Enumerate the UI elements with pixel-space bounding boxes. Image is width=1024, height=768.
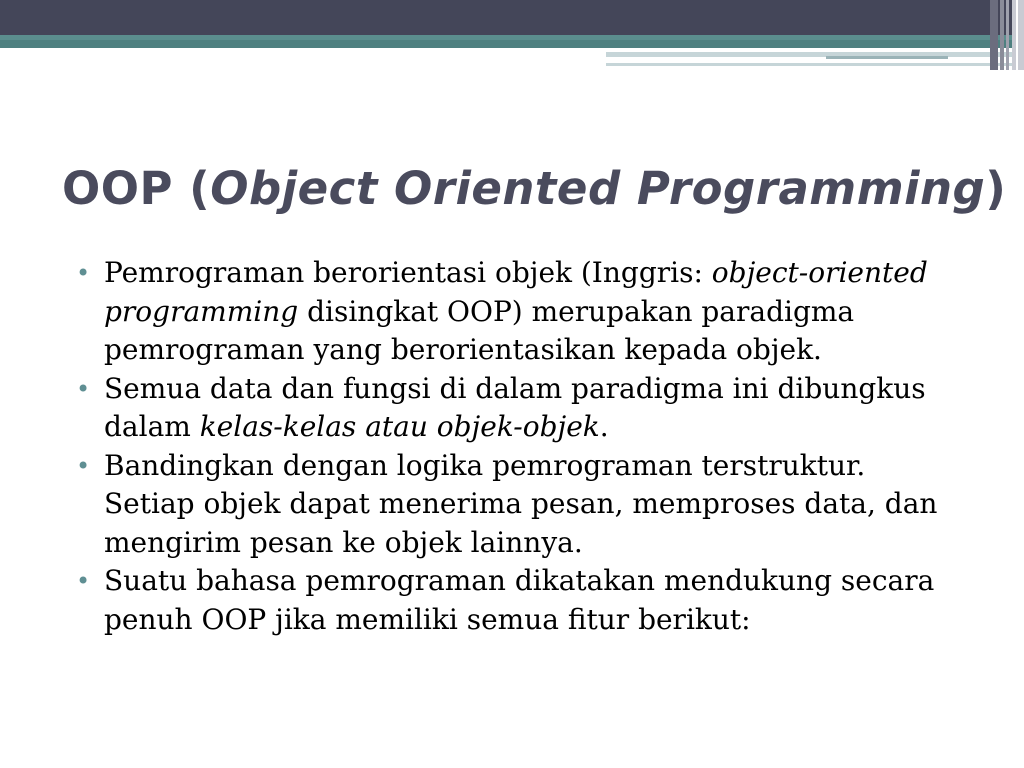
slide-title (62, 156, 1006, 222)
title-suffix: ) (985, 162, 1007, 215)
bullet-text: Bandingkan dengan logika pemrograman terstruktur. Setiap objek dapat menerima pesan, memproses data, dan mengirim pesan ke objek lainnya. (104, 448, 938, 559)
header-stripe (1006, 0, 1009, 70)
bullet-item (74, 254, 954, 370)
bullet-text: . (599, 410, 609, 443)
header-band-dark (0, 0, 1024, 35)
bullet-text: Pemrograman berorientasi objek (Inggris: (104, 256, 712, 289)
bullet-text: Semua data dan fungsi di dalam paradigma ini dibungkus dalam (104, 371, 926, 443)
header-stripe (1000, 0, 1004, 70)
bullet-item (74, 447, 954, 563)
header-band-teal-inner (0, 40, 1024, 48)
bullet-text-italic: kelas-kelas atau objek-objek (199, 410, 600, 443)
header-accent-line (606, 52, 1024, 57)
header-accent-line (606, 63, 1024, 66)
title-italic: Object Oriented Programming (210, 162, 986, 215)
title-prefix: OOP ( (62, 162, 211, 215)
header-accent-line (826, 56, 948, 59)
bullet-item (74, 370, 954, 447)
bullet-list (74, 254, 954, 639)
bullet-marker: • (76, 259, 91, 287)
bullet-marker: • (76, 451, 91, 480)
bullet-item (74, 562, 954, 639)
header-stripe (1016, 0, 1018, 70)
header-stripe (1012, 0, 1024, 70)
header-stripe (990, 0, 998, 70)
bullet-marker: • (76, 567, 91, 595)
bullet-marker: • (76, 374, 91, 403)
bullet-text-italic: object-oriented programming (104, 256, 928, 328)
bullet-text: Suatu bahasa pemrograman dikatakan mendukung secara penuh OOP jika memiliki semua fitur berikut: (104, 564, 935, 636)
bullet-text: disingkat OOP) merupakan paradigma pemrograman yang berorientasikan kepada objek. (104, 294, 855, 366)
